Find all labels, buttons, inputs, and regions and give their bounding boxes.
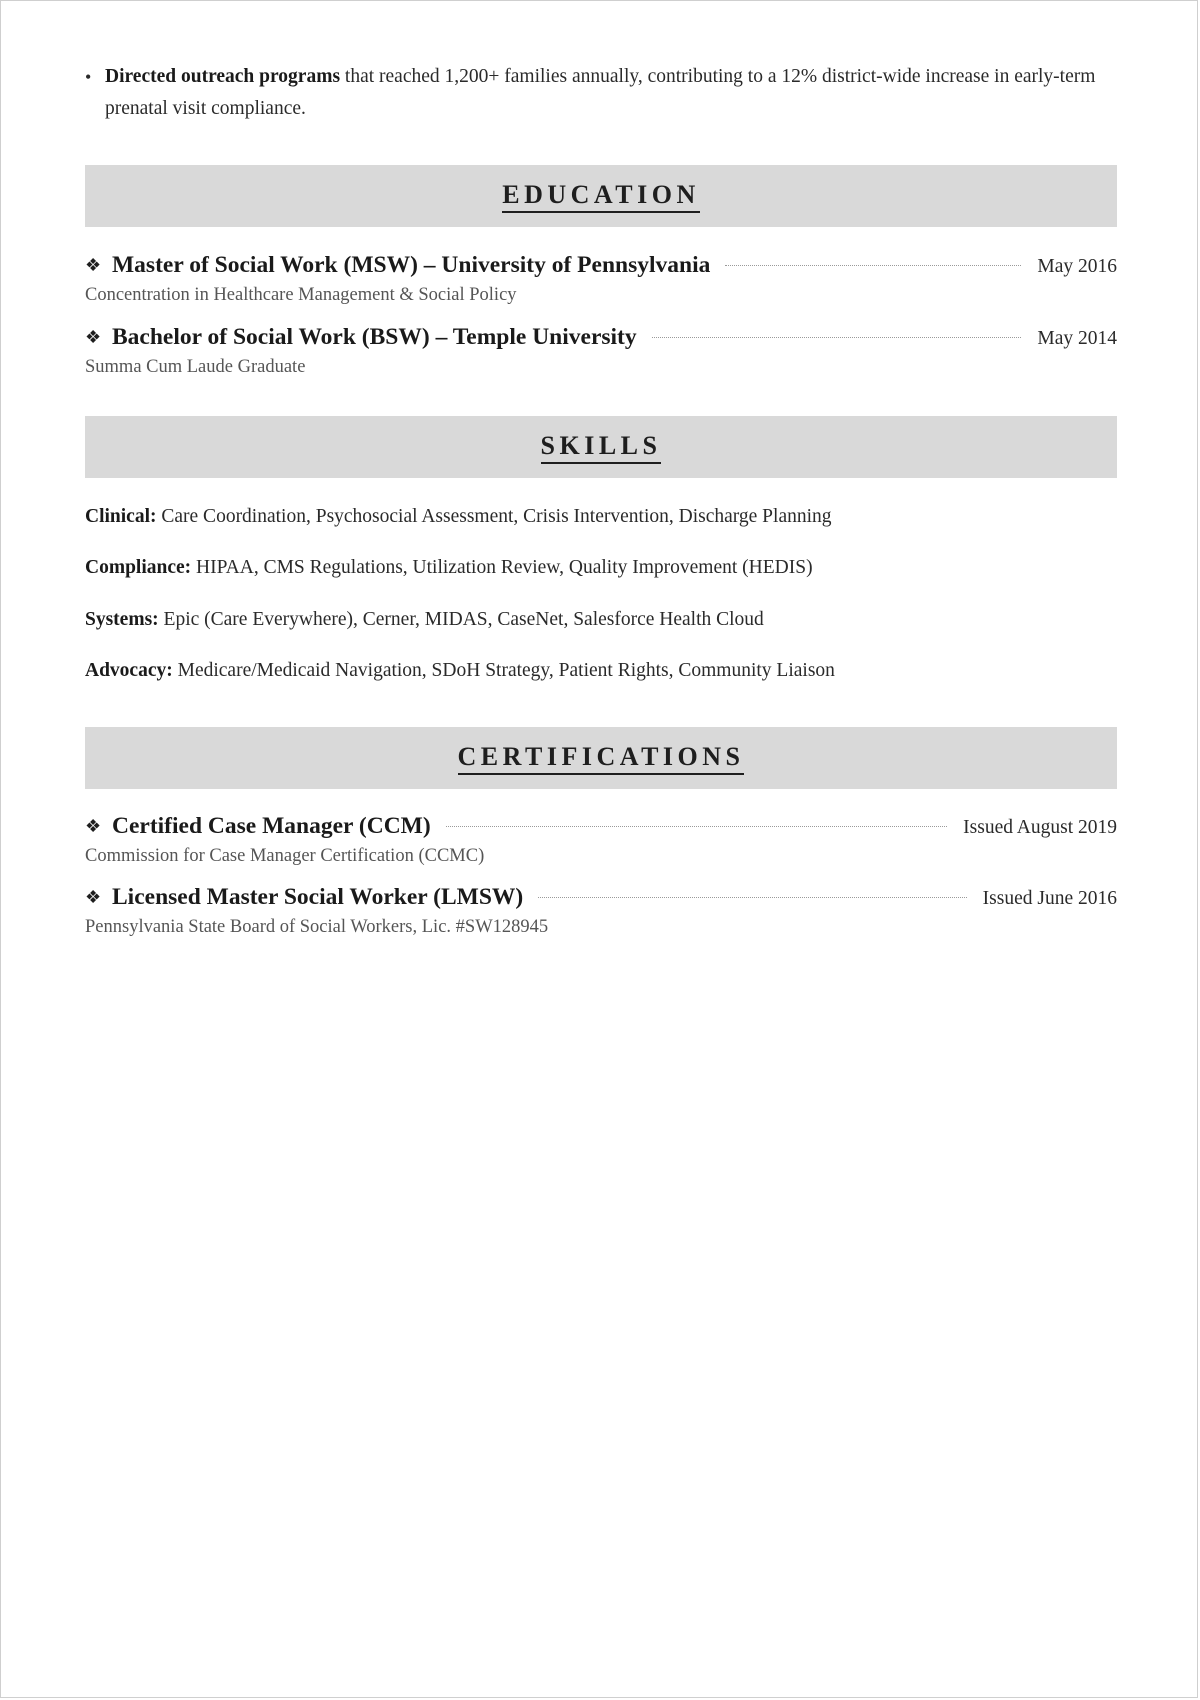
education-section-header bbox=[85, 165, 1117, 227]
skill-label: Clinical: bbox=[85, 506, 157, 527]
diamond-bullet-icon: ❖ bbox=[85, 887, 102, 907]
certification-issuer: Commission for Case Manager Certification (CCMC) bbox=[85, 846, 485, 866]
certification-date: Issued June 2016 bbox=[982, 888, 1117, 909]
certifications-section-title: CERTIFICATIONS bbox=[458, 742, 745, 775]
resume-content bbox=[85, 61, 1117, 938]
certifications-section-header bbox=[85, 727, 1117, 789]
dotted-leader bbox=[446, 826, 947, 827]
bullet-dot-icon: • bbox=[85, 67, 92, 87]
certification-title: Certified Case Manager (CCM) bbox=[112, 813, 431, 839]
skill-label: Systems: bbox=[85, 609, 159, 630]
skill-row-advocacy bbox=[85, 658, 1117, 684]
skills-section-header bbox=[85, 416, 1117, 478]
education-entry bbox=[85, 252, 1117, 306]
dotted-leader bbox=[538, 897, 966, 898]
experience-bullet bbox=[85, 61, 1117, 125]
education-entry bbox=[85, 324, 1117, 378]
dotted-leader bbox=[652, 337, 1022, 338]
education-entry-row bbox=[85, 252, 1117, 279]
skill-value: Medicare/Medicaid Navigation, SDoH Strategy, Patient Rights, Community Liaison bbox=[172, 660, 835, 681]
dotted-leader bbox=[725, 265, 1021, 266]
skill-value: Care Coordination, Psychosocial Assessment, Crisis Intervention, Discharge Planning bbox=[156, 506, 832, 527]
education-date: May 2014 bbox=[1037, 328, 1117, 349]
skill-label: Advocacy: bbox=[85, 660, 173, 681]
skill-value: Epic (Care Everywhere), Cerner, MIDAS, CaseNet, Salesforce Health Cloud bbox=[158, 609, 764, 630]
education-entry-row bbox=[85, 324, 1117, 351]
diamond-bullet-icon: ❖ bbox=[85, 816, 102, 836]
certification-entry-row bbox=[85, 813, 1117, 840]
education-detail: Concentration in Healthcare Management & Social Policy bbox=[85, 285, 517, 305]
certification-title: Licensed Master Social Worker (LMSW) bbox=[112, 884, 524, 910]
diamond-bullet-icon: ❖ bbox=[85, 255, 102, 275]
bullet-bold-lead: Directed outreach programs bbox=[105, 66, 341, 87]
skills-list bbox=[85, 504, 1117, 684]
skill-row-systems bbox=[85, 607, 1117, 633]
certification-entry-row bbox=[85, 884, 1117, 911]
certification-entry bbox=[85, 813, 1117, 867]
education-degree-title: Bachelor of Social Work (BSW) – Temple University bbox=[112, 324, 637, 350]
skill-label: Compliance: bbox=[85, 557, 192, 578]
education-date: May 2016 bbox=[1037, 256, 1117, 277]
certification-entry bbox=[85, 884, 1117, 938]
skills-section-title: SKILLS bbox=[541, 431, 662, 464]
education-detail: Summa Cum Laude Graduate bbox=[85, 357, 306, 377]
education-degree-title: Master of Social Work (MSW) – University of Pennsylvania bbox=[112, 252, 711, 278]
education-section-title: EDUCATION bbox=[502, 180, 699, 213]
diamond-bullet-icon: ❖ bbox=[85, 327, 102, 347]
skill-row-compliance bbox=[85, 555, 1117, 581]
skill-value: HIPAA, CMS Regulations, Utilization Review, Quality Improvement (HEDIS) bbox=[191, 557, 813, 578]
bullet-text: that reached 1,200+ families annually, contributing to a 12% district-wide increase in early-term prenatal visit compliance. bbox=[105, 66, 1096, 119]
certification-date: Issued August 2019 bbox=[963, 817, 1117, 838]
certification-issuer: Pennsylvania State Board of Social Workers, Lic. #SW128945 bbox=[85, 917, 549, 937]
skill-row-clinical bbox=[85, 504, 1117, 530]
